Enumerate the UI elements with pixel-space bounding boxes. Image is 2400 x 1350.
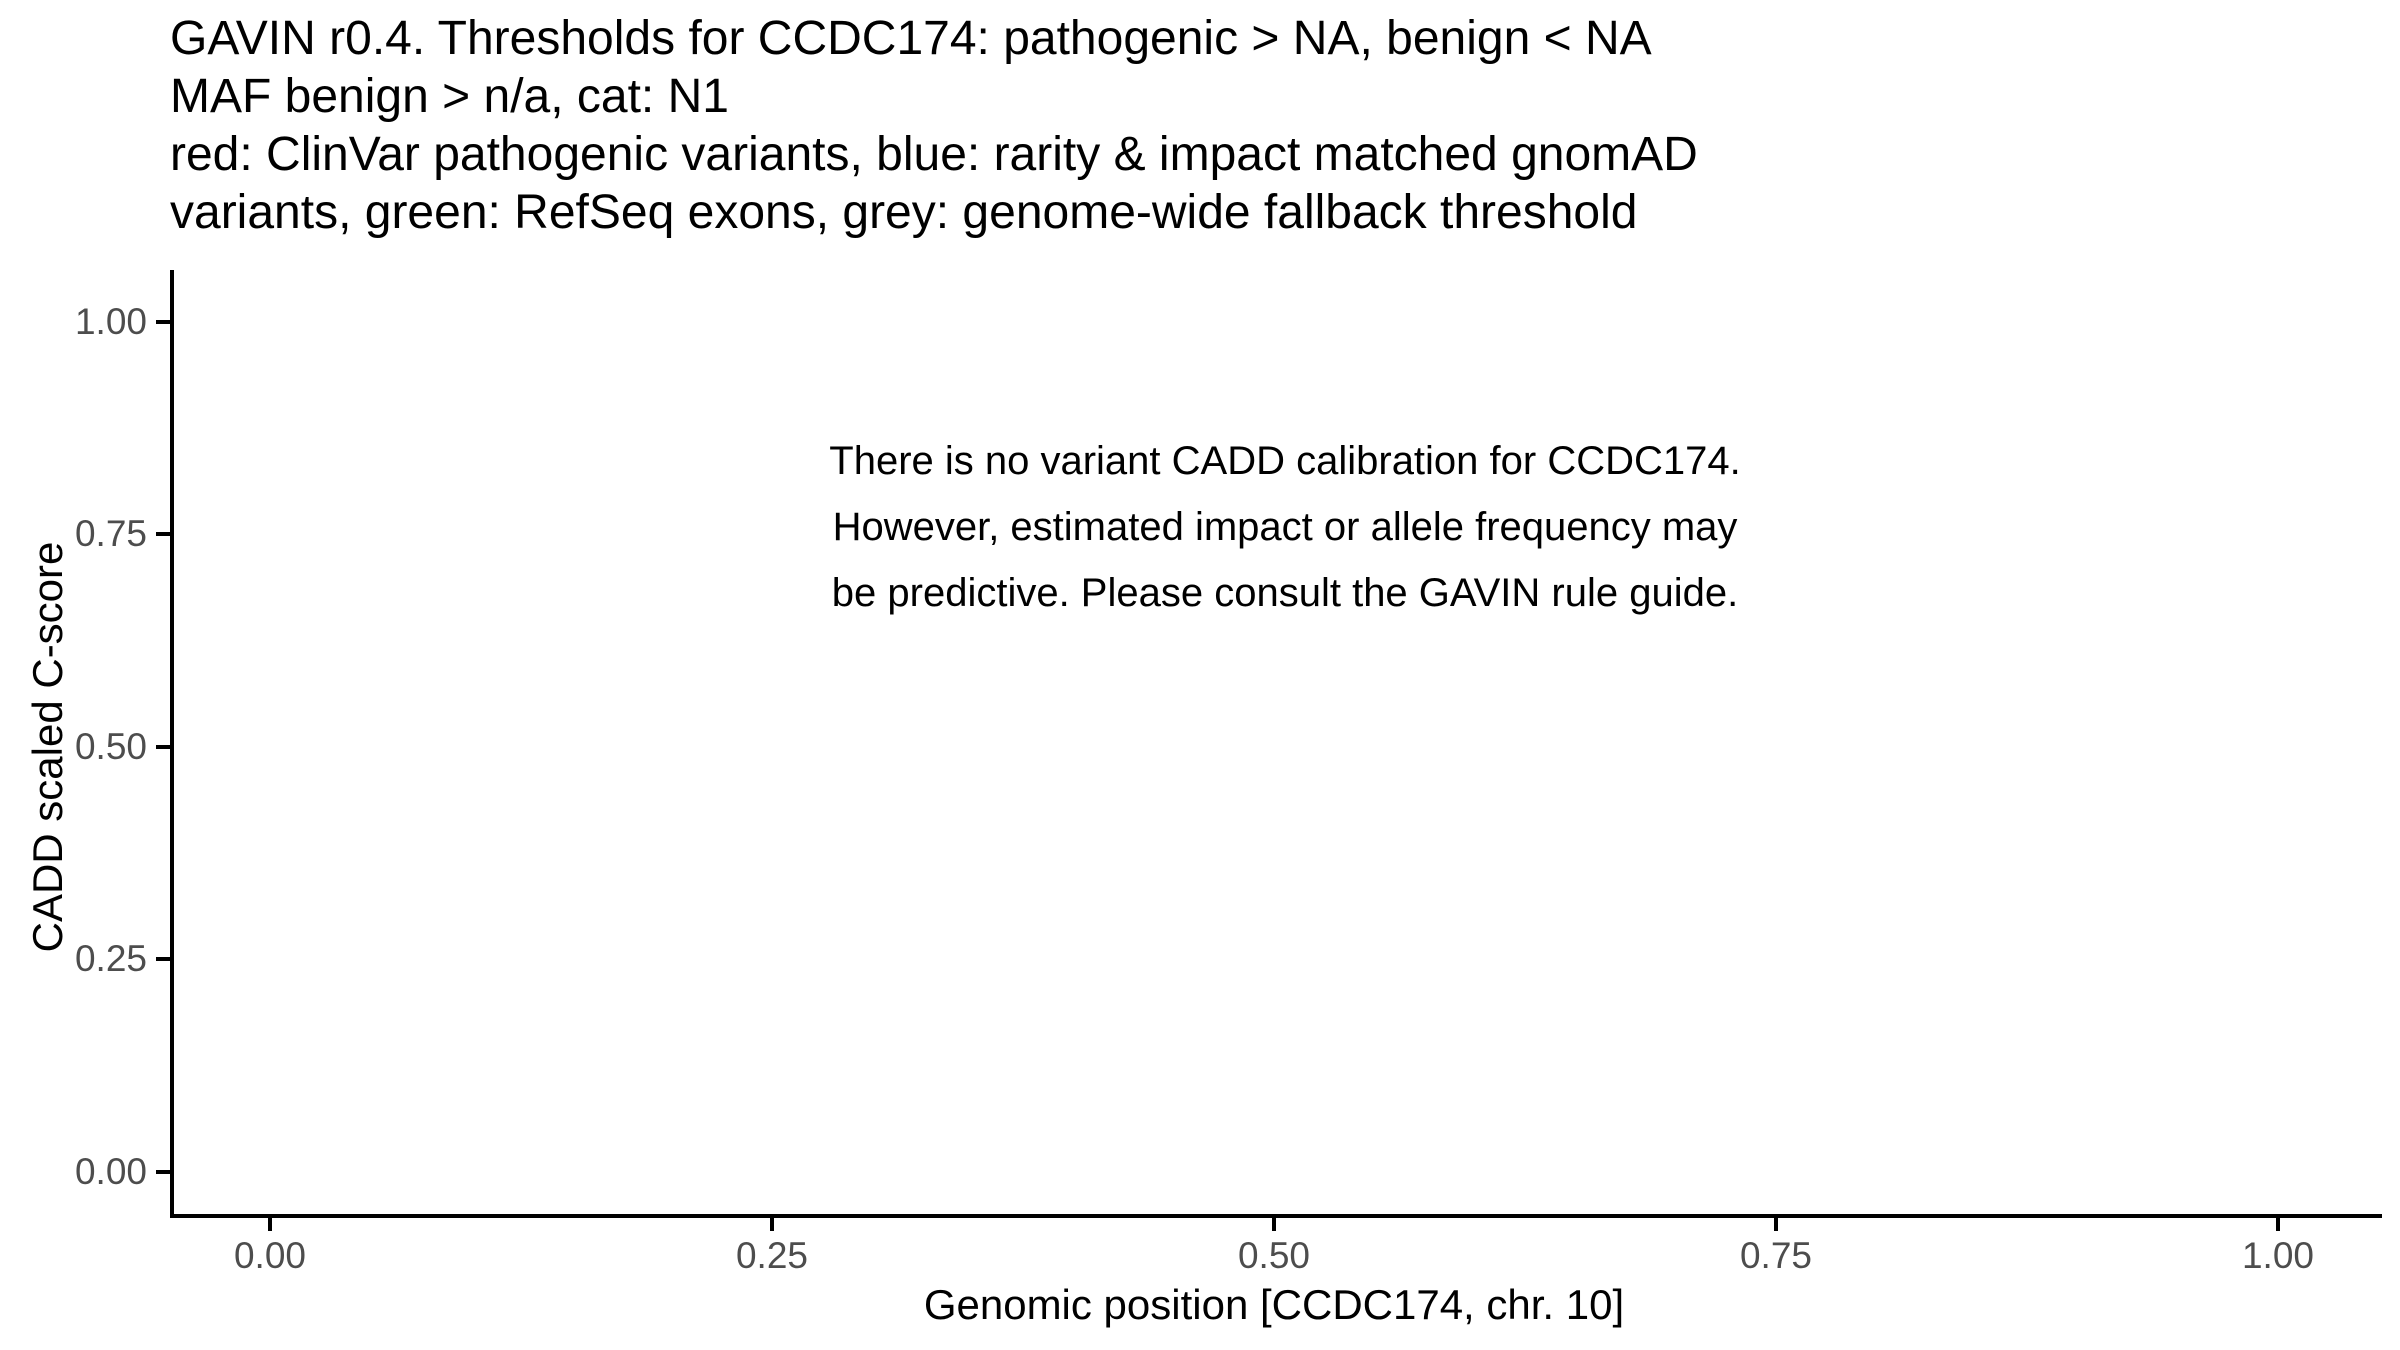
annotation-line-3: be predictive. Please consult the GAVIN rule guide.: [831, 571, 1739, 615]
x-tick-label-1.00: 1.00: [2241, 1235, 2314, 1276]
y-tick-label-0.50: 0.50: [74, 726, 147, 767]
annotation-line-1: There is no variant CADD calibration for CCDC174.: [829, 439, 1741, 483]
plot-title-line-3: red: ClinVar pathogenic variants, blue: rarity & impact matched gnomAD: [170, 128, 1698, 181]
x-tick-label-0.50: 0.50: [1237, 1235, 1310, 1276]
x-tick-label-0.75: 0.75: [1739, 1235, 1812, 1276]
no-calibration-annotation: [685, 428, 1885, 626]
y-tick-label-0.75: 0.75: [74, 513, 147, 554]
y-tick-label-0.00: 0.00: [74, 1151, 147, 1192]
y-tick-label-1.00: 1.00: [74, 301, 147, 342]
y-tick-label-0.25: 0.25: [74, 938, 147, 979]
y-tick-mark-0.00: [156, 1170, 170, 1174]
annotation-line-2: However, estimated impact or allele frequency may: [832, 505, 1738, 549]
x-tick-label-0.25: 0.25: [735, 1235, 808, 1276]
plot-title-line-4: variants, green: RefSeq exons, grey: genome-wide fallback threshold: [170, 186, 1638, 239]
y-tick-mark-1.00: [156, 320, 170, 324]
x-axis-title: Genomic position [CCDC174, chr. 10]: [923, 1281, 1625, 1328]
x-tick-mark-1.00: [2276, 1218, 2280, 1231]
x-tick-mark-0.75: [1774, 1218, 1778, 1231]
plot-title: [170, 10, 1698, 242]
plot-panel: [170, 270, 2382, 1218]
y-tick-mark-0.75: [156, 532, 170, 536]
x-tick-mark-0.50: [1272, 1218, 1276, 1231]
y-axis-title: CADD scaled C-score: [24, 541, 71, 953]
x-tick-label-0.00: 0.00: [233, 1235, 306, 1276]
plot-title-line-1: GAVIN r0.4. Thresholds for CCDC174: pathogenic > NA, benign < NA: [170, 12, 1652, 65]
x-tick-mark-0.00: [268, 1218, 272, 1231]
x-tick-mark-0.25: [770, 1218, 774, 1231]
y-tick-mark-0.25: [156, 957, 170, 961]
plot-title-line-2: MAF benign > n/a, cat: N1: [170, 70, 729, 123]
y-tick-mark-0.50: [156, 745, 170, 749]
